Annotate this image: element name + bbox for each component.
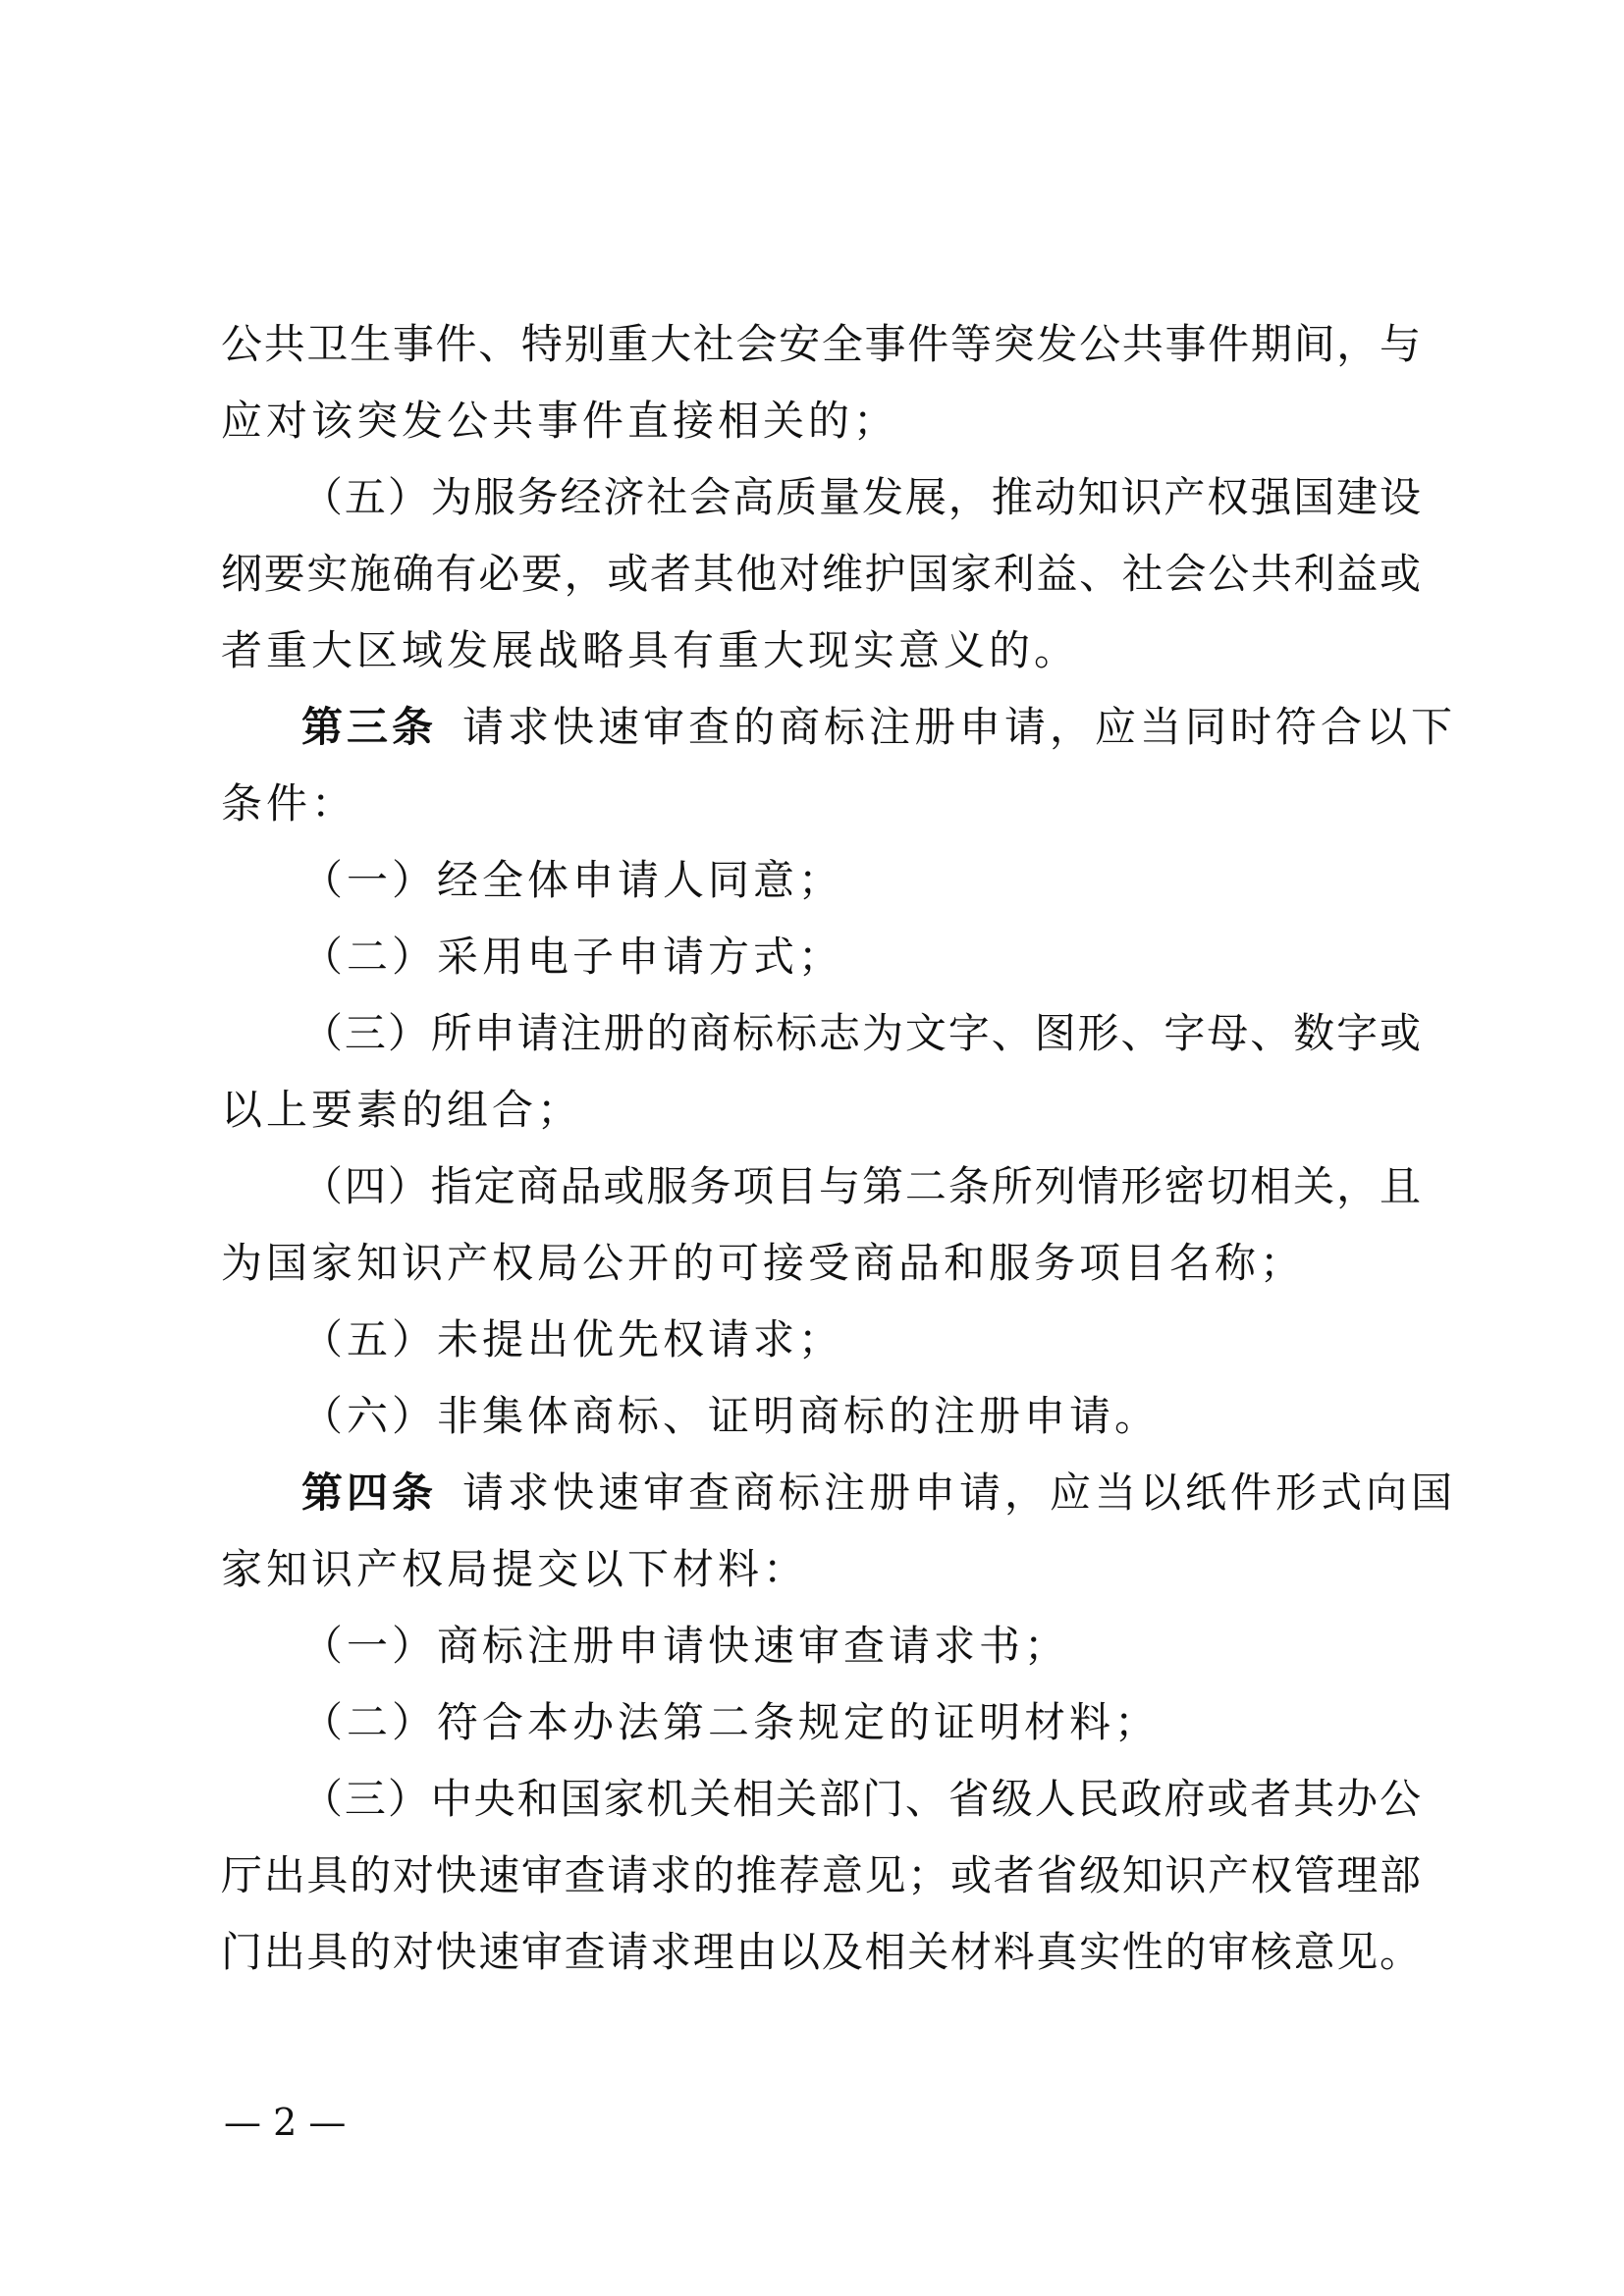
paragraph-line: 者重大区域发展战略具有重大现实意义的。 (221, 626, 1080, 674)
paragraph-line: 纲要实施确有必要，或者其他对维护国家利益、社会公共利益或 (221, 550, 1421, 598)
paragraph-line: 以上要素的组合； (221, 1086, 583, 1134)
page-number: — 2 — (224, 2101, 347, 2144)
article-heading: 第三条 (301, 703, 438, 751)
paragraph-line: 为国家知识产权局公开的可接受商品和服务项目名称； (221, 1239, 1306, 1287)
clause-item-line: （二）符合本办法第二条规定的证明材料； (301, 1698, 1161, 1746)
paragraph-line: 家知识产权局提交以下材料： (221, 1545, 809, 1593)
article-text: 请求快速审查的商标注册申请，应当同时符合以下 (462, 703, 1457, 751)
clause-item-line: （一）商标注册申请快速审查请求书； (301, 1622, 1070, 1670)
article-heading: 第四条 (301, 1468, 438, 1517)
clause-item-line: （三）中央和国家机关相关部门、省级人民政府或者其办公 (301, 1775, 1421, 1823)
clause-item-line: （三）所申请注册的商标标志为文字、图形、字母、数字或 (301, 1009, 1421, 1057)
paragraph-line: 公共卫生事件、特别重大社会安全事件等突发公共事件期间，与 (221, 320, 1421, 368)
clause-item-line: （一）经全体申请人同意； (301, 856, 844, 904)
clause-item-line: （二）采用电子申请方式； (301, 933, 844, 981)
paragraph-line: 厅出具的对快速审查请求的推荐意见；或者省级知识产权管理部 (221, 1851, 1421, 1899)
article-line (301, 1468, 1457, 1517)
paragraph-line: 条件： (221, 779, 357, 828)
clause-item-line: （六）非集体商标、证明商标的注册申请。 (301, 1392, 1161, 1440)
clause-item-line: （四）指定商品或服务项目与第二条所列情形密切相关，且 (301, 1162, 1421, 1210)
clause-item-line: （五）为服务经济社会高质量发展，推动知识产权强国建设 (301, 473, 1421, 521)
paragraph-line: 门出具的对快速审查请求理由以及相关材料真实性的审核意见。 (221, 1928, 1421, 1976)
article-line (301, 703, 1457, 751)
article-text: 请求快速审查商标注册申请，应当以纸件形式向国 (462, 1468, 1457, 1517)
clause-item-line: （五）未提出优先权请求； (301, 1315, 844, 1363)
paragraph-line: 应对该突发公共事件直接相关的； (221, 397, 899, 445)
